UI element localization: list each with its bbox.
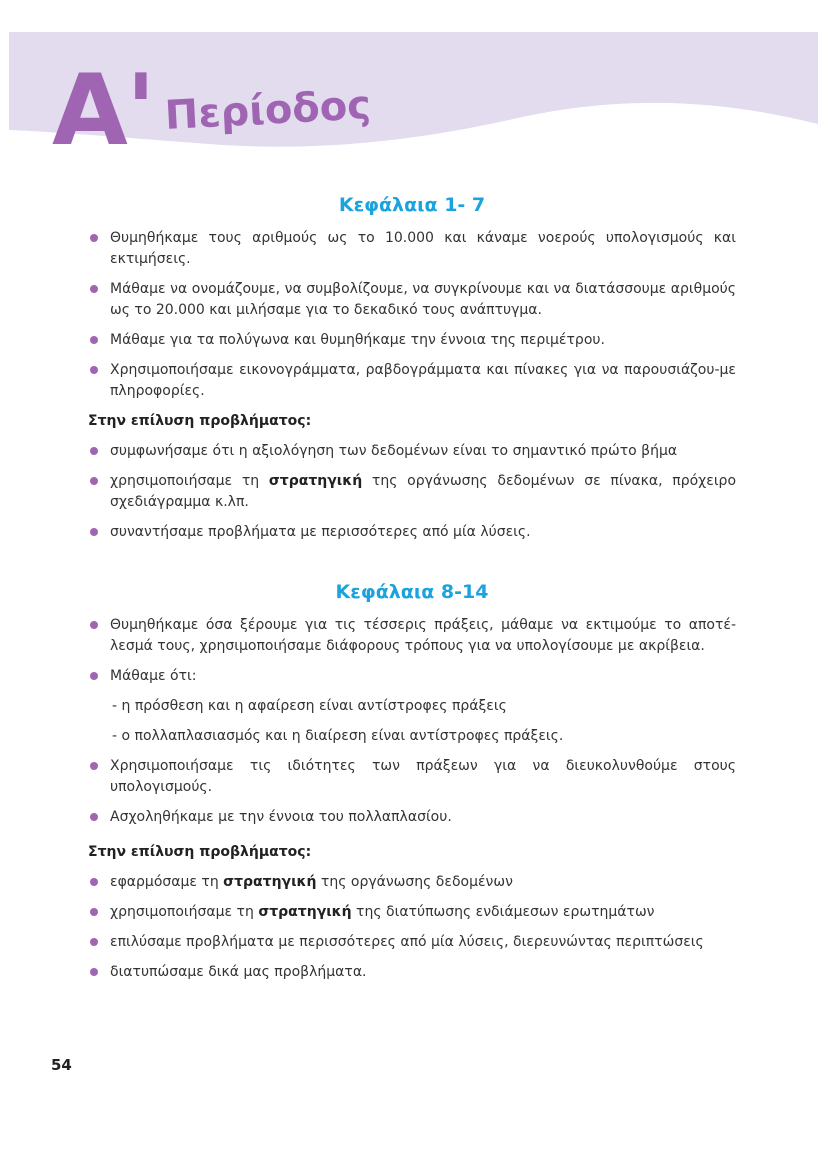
strategy-emphasis: στρατηγική	[258, 904, 352, 920]
section-2-list-b	[88, 756, 736, 828]
list-item: Χρησιμοποιήσαμε εικονογράμματα, ραβδογράμματα και πίνακες για να παρουσιάζου-με πληροφορίες.	[88, 360, 736, 402]
list-item: Μάθαμε να ονομάζουμε, να συμβολίζουμε, να συγκρίνουμε και να διατάσσουμε αριθμούς ως το 20.000 και μιλήσαμε για το δεκαδικό τους ανάπτυγμα.	[88, 279, 736, 321]
list-item: χρησιμοποιήσαμε τη στρατηγική της διατύπωσης ενδιάμεσων ερωτημάτων	[88, 902, 736, 923]
list-item: επιλύσαμε προβλήματα με περισσότερες από μία λύσεις, διερευνώντας περιπτώσεις	[88, 932, 736, 953]
section-1-problem-list	[88, 441, 736, 543]
dash-item: - ο πολλαπλασιασμός και η διαίρεση είναι αντίστροφες πράξεις.	[112, 728, 564, 744]
bullet-icon	[90, 762, 98, 770]
section-2-problem-list	[88, 872, 736, 983]
section-1-title: Κεφάλαια 1- 7	[338, 194, 486, 216]
list-item: συναντήσαμε προβλήματα με περισσότερες από μία λύσεις.	[88, 522, 736, 543]
bullet-icon	[90, 528, 98, 536]
section-1-list	[88, 228, 736, 402]
list-item: χρησιμοποιήσαμε τη στρατηγική της οργάνωσης δεδομένων σε πίνακα, πρόχειρο σχεδιάγραμμα κ.λπ.	[88, 471, 736, 513]
section-2-title: Κεφάλαια 8-14	[335, 581, 489, 603]
bullet-icon	[90, 234, 98, 242]
list-item: εφαρμόσαμε τη στρατηγική της οργάνωσης δεδομένων	[88, 872, 736, 893]
bullet-icon	[90, 968, 98, 976]
strategy-emphasis: στρατηγική	[268, 473, 363, 489]
bullet-icon	[90, 447, 98, 455]
list-item: Χρησιμοποιήσαμε τις ιδιότητες των πράξεων για να διευκολυνθούμε στους υπολογισμούς.	[88, 756, 736, 798]
section-2-list-a	[88, 615, 736, 687]
list-item: Ασχοληθήκαμε με την έννοια του πολλαπλασίου.	[88, 807, 736, 828]
period-title: Περίοδος	[163, 82, 372, 139]
strategy-emphasis: στρατηγική	[223, 874, 317, 890]
dash-item: - η πρόσθεση και η αφαίρεση είναι αντίστροφες πράξεις	[112, 698, 507, 714]
bullet-icon	[90, 477, 98, 485]
list-item: Θυμηθήκαμε τους αριθμούς ως το 10.000 και κάναμε νοερούς υπολογισμούς και εκτιμήσεις.	[88, 228, 736, 270]
bullet-icon	[90, 366, 98, 374]
period-letter: Α'	[52, 54, 154, 168]
bullet-icon	[90, 672, 98, 680]
bullet-icon	[90, 813, 98, 821]
list-item: συμφωνήσαμε ότι η αξιολόγηση των δεδομένων είναι το σημαντικό πρώτο βήμα	[88, 441, 736, 462]
list-item: διατυπώσαμε δικά μας προβλήματα.	[88, 962, 736, 983]
bullet-icon	[90, 285, 98, 293]
section-2-problem-heading: Στην επίλυση προβλήματος:	[88, 844, 312, 860]
bullet-icon	[90, 908, 98, 916]
bullet-icon	[90, 336, 98, 344]
main-content	[88, 190, 736, 992]
list-item: Μάθαμε ότι:	[88, 666, 736, 687]
section-1-problem-heading: Στην επίλυση προβλήματος:	[88, 413, 312, 429]
list-item: Μάθαμε για τα πολύγωνα και θυμηθήκαμε την έννοια της περιμέτρου.	[88, 330, 736, 351]
bullet-icon	[90, 621, 98, 629]
bullet-icon	[90, 938, 98, 946]
list-item: Θυμηθήκαμε όσα ξέρουμε για τις τέσσερις πράξεις, μάθαμε να εκτιμούμε το αποτέ-λεσμά τους, χρησιμοποιήσαμε διάφορους τρόπους για να υπολογίσουμε με ακρίβεια.	[88, 615, 736, 657]
bullet-icon	[90, 878, 98, 886]
page-number: 54	[51, 1056, 72, 1074]
